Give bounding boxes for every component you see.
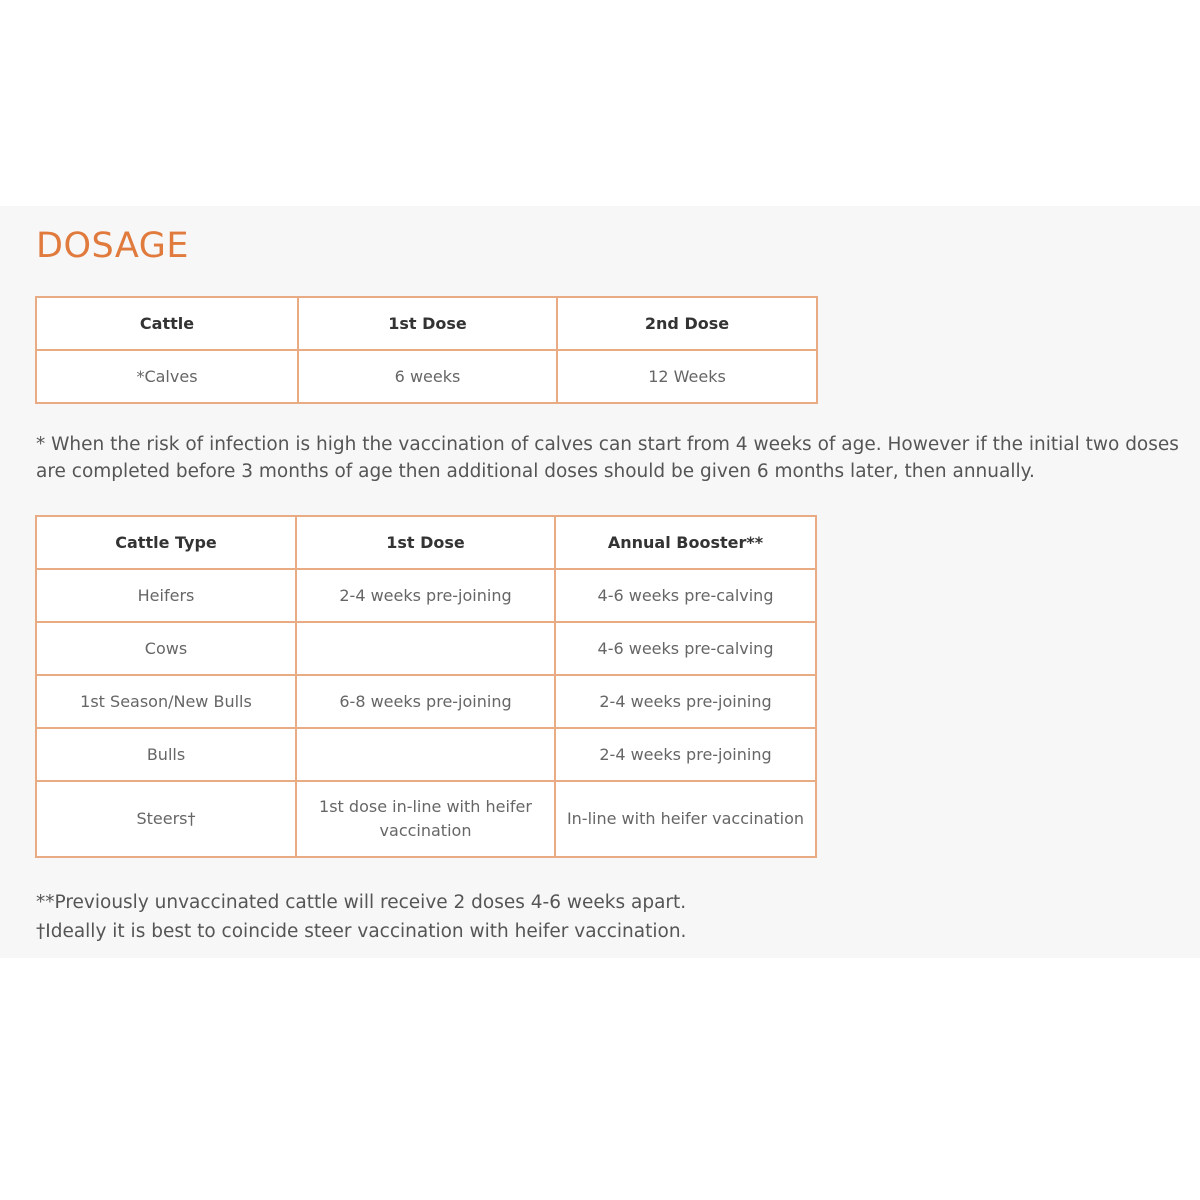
table-cell: 2-4 weeks pre-joining — [555, 728, 816, 781]
table-cell — [296, 622, 555, 675]
table-cell: 12 Weeks — [557, 350, 817, 403]
table-cell: Bulls — [36, 728, 296, 781]
column-header-first-dose: 1st Dose — [296, 516, 555, 569]
table-row — [36, 781, 816, 857]
column-header-first-dose: 1st Dose — [298, 297, 557, 350]
column-header-cattle: Cattle — [36, 297, 298, 350]
table-cell: 2-4 weeks pre-joining — [296, 569, 555, 622]
table-cell: 1st dose in-line with heifer vaccination — [296, 781, 555, 857]
table-cell: Cows — [36, 622, 296, 675]
column-header-second-dose: 2nd Dose — [557, 297, 817, 350]
table-cell: 6 weeks — [298, 350, 557, 403]
table-cell: 4-6 weeks pre-calving — [555, 622, 816, 675]
column-header-annual-booster: Annual Booster** — [555, 516, 816, 569]
table-cell: Heifers — [36, 569, 296, 622]
section-title: DOSAGE — [36, 226, 189, 266]
table-header-row — [36, 297, 817, 350]
table-row — [36, 728, 816, 781]
table-cell: 2-4 weeks pre-joining — [555, 675, 816, 728]
table-row — [36, 569, 816, 622]
table-header-row — [36, 516, 816, 569]
column-header-cattle-type: Cattle Type — [36, 516, 296, 569]
table-cell: *Calves — [36, 350, 298, 403]
footnote-previously-unvaccinated: **Previously unvaccinated cattle will receive 2 doses 4-6 weeks apart. — [36, 892, 687, 913]
table-cell: 6-8 weeks pre-joining — [296, 675, 555, 728]
table-cell: Steers† — [36, 781, 296, 857]
table-row — [36, 622, 816, 675]
calves-note-line-1: * When the risk of infection is high the vaccination of calves can start from 4 weeks of age. However if the initial two doses — [36, 434, 1179, 455]
table-cell: In-line with heifer vaccination — [555, 781, 816, 857]
footnote-steer-vaccination: †Ideally it is best to coincide steer vaccination with heifer vaccination. — [36, 921, 687, 942]
table-cell — [296, 728, 555, 781]
table-cell: 4-6 weeks pre-calving — [555, 569, 816, 622]
cattle-type-dosage-table — [35, 515, 817, 858]
table-cell: 1st Season/New Bulls — [36, 675, 296, 728]
table-row — [36, 675, 816, 728]
calves-note-line-2: are completed before 3 months of age then additional doses should be given 6 months later, then annually. — [36, 461, 1035, 482]
table-row — [36, 350, 817, 403]
calves-dosage-table — [35, 296, 818, 404]
